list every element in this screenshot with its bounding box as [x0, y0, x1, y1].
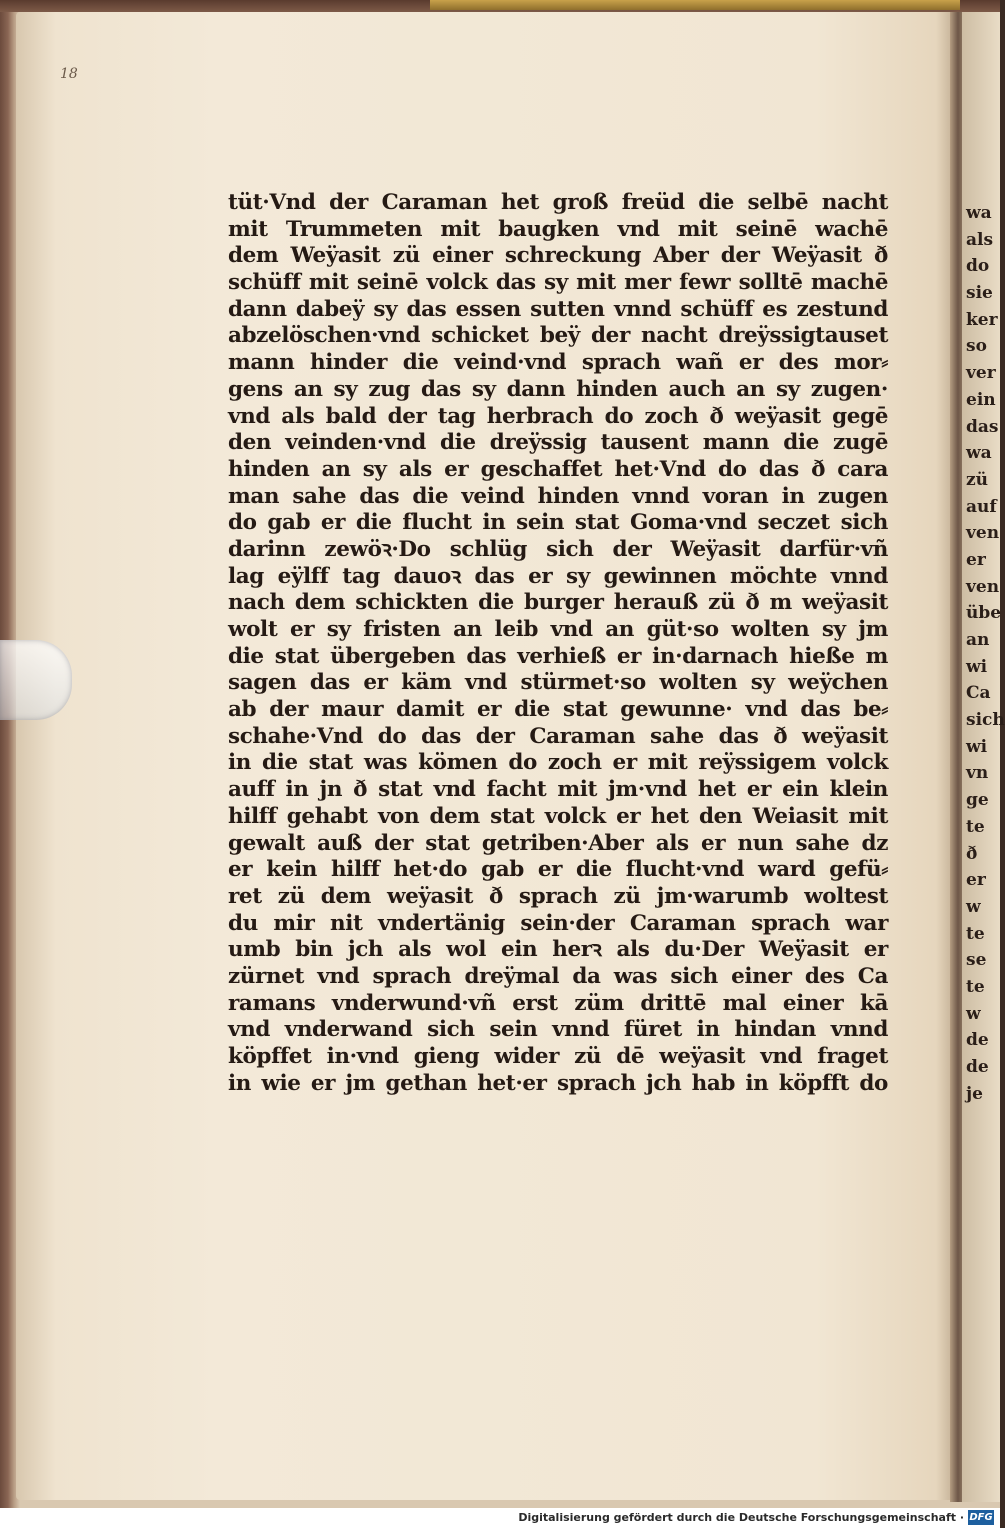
facing-page-fragment: w — [966, 1003, 981, 1024]
text-line: man sahe das die veind hinden vnnd voran in zugen — [228, 483, 888, 509]
dfg-logo: DFG — [969, 1512, 993, 1523]
text-line: mann hinder die veind·vnd sprach wañ er des mor⸗ — [228, 350, 888, 376]
gilt-edge — [430, 0, 960, 10]
text-line: vnd vnderwand sich sein vnnd füret in hindan vnnd — [228, 1017, 888, 1043]
text-line: in die stat was kömen do zoch er mit reÿssigem volck — [228, 750, 888, 776]
facing-page-fragment: ven — [966, 523, 1000, 544]
facing-page-fragment: auf — [966, 496, 997, 517]
text-line: sagen das er käm vnd stürmet·so wolten sy weÿchen — [228, 670, 888, 696]
facing-page-fragment: zü — [966, 469, 989, 490]
text-line: wolt er sy fristen an leib vnd an güt·so wolten sy jm — [228, 617, 888, 642]
facing-page-fragment: ð — [966, 843, 978, 864]
text-line: nach dem schickten die burger herauß zü ð m weÿasit — [228, 590, 888, 616]
text-line: tüt·Vnd der Caraman het groß freüd die selbē nacht — [228, 190, 888, 215]
facing-page-fragment: sie — [966, 283, 993, 304]
text-line: den veinden·vnd die dreÿssig tausent mann die zugē — [228, 430, 888, 456]
page-clip — [0, 640, 72, 720]
facing-page-fragment: ver — [966, 363, 996, 384]
facing-page-fragment: vn — [966, 763, 989, 784]
facing-page-fragment: w — [966, 896, 981, 917]
facing-page-fragment: so — [966, 336, 987, 357]
text-line: dem Weÿasit zü einer schreckung Aber der Weÿasit ð — [228, 243, 888, 269]
facing-page-fragment: te — [966, 923, 985, 944]
page-number: 18 — [60, 66, 78, 82]
text-line: die stat übergeben das verhieß er in·darnach hieße m — [228, 643, 888, 669]
text-line: abzelöschen·vnd schicket beÿ der nacht dreÿssigtauset — [228, 323, 888, 349]
facing-page-fragment: wi — [966, 736, 988, 757]
text-line: in wie er jm gethan het·er sprach jch hab in köpfft do — [228, 1070, 888, 1096]
text-line: hilff gehabt von dem stat volck er het den Weiasit mit — [228, 803, 888, 829]
text-line: gewalt auß der stat getriben·Aber als er nun sahe dz — [228, 830, 888, 856]
facing-page-fragment: de — [966, 1030, 989, 1051]
text-line: auff in jn ð stat vnd facht mit jm·vnd het er ein klein — [228, 777, 888, 803]
text-line: ab der maur damit er die stat gewunne· vnd das be⸗ — [228, 697, 888, 723]
facing-page-fragment: er — [966, 549, 986, 570]
page-text-block — [228, 190, 888, 1097]
facing-page-fragment: de — [966, 1057, 989, 1077]
facing-page-fragment: Ca — [966, 683, 991, 704]
text-line: du mir nit vndertänig sein·der Caraman sprach war — [228, 910, 888, 936]
text-line: umb bin jch als wol ein herꝛ als du·Der Weÿasit er — [228, 937, 888, 963]
facing-page-fragment: wi — [966, 656, 988, 677]
facing-page-fragment: sich — [966, 710, 1005, 731]
text-line: mit Trummeten mit baugken vnd mit seinē wachē — [228, 216, 888, 242]
facing-page-fragment: te — [966, 976, 985, 997]
text-line: zürnet vnd sprach dreÿmal da was sich einer des Ca — [228, 963, 888, 989]
facing-page-fragment: se — [966, 950, 987, 971]
facing-page-fragment: ker — [966, 309, 998, 330]
text-line: darinn zewöꝛ·Do schlüg sich der Weÿasit darfür·vñ — [228, 536, 888, 562]
facing-page-fragment: als — [966, 229, 994, 250]
text-line: hinden an sy als er geschaffet het·Vnd do das ð cara — [228, 456, 888, 482]
facing-page-fragment: do — [966, 256, 990, 277]
funding-credit: Digitalisierung gefördert durch die Deutsche Forschungsgemeinschaft · — [518, 1511, 964, 1524]
text-line: vnd als bald der tag herbrach do zoch ð weÿasit gegē — [228, 403, 888, 429]
text-line: er kein hilff het·do gab er die flucht·vnd ward gefü⸗ — [228, 857, 888, 883]
facing-page-fragment: übe — [966, 603, 1002, 624]
facing-page-fragment: te — [966, 816, 985, 837]
text-line: lag eÿlff tag dauoꝛ das er sy gewinnen möchte vnnd — [228, 563, 888, 589]
facing-page-fragment: ge — [966, 790, 989, 811]
text-line: köpffet in·vnd gieng wider zü dē weÿasit vnd fraget — [228, 1044, 888, 1069]
text-line: ret zü dem weÿasit ð sprach zü jm·warumb woltest — [228, 883, 888, 909]
facing-page-fragment: er — [966, 870, 986, 891]
text-line: gens an sy zug das sy dann hinden auch an sy zugen· — [228, 376, 888, 402]
facing-page-fragment: je — [966, 1083, 983, 1104]
text-line: schahe·Vnd do das der Caraman sahe das ð weÿasit — [228, 723, 888, 749]
facing-page-fragment: wa — [966, 203, 992, 223]
facing-page-text — [966, 200, 1005, 1107]
facing-page-fragment: ven — [966, 576, 1000, 597]
text-line: schüff mit seinē volck das sy mit mer fewr solltē machē — [228, 270, 888, 296]
facing-page-fragment: das — [966, 416, 999, 437]
facing-page-fragment: ein — [966, 389, 996, 410]
facing-page-fragment: an — [966, 630, 990, 650]
text-line: dann dabeÿ sy das essen sutten vnnd schüff es zestund — [228, 296, 888, 322]
text-line: do gab er die flucht in sein stat Goma·vnd seczet sich — [228, 510, 888, 536]
facing-page-fragment: wa — [966, 443, 992, 464]
text-line: ramans vnderwund·vñ erst züm drittē mal einer kā — [228, 990, 888, 1016]
